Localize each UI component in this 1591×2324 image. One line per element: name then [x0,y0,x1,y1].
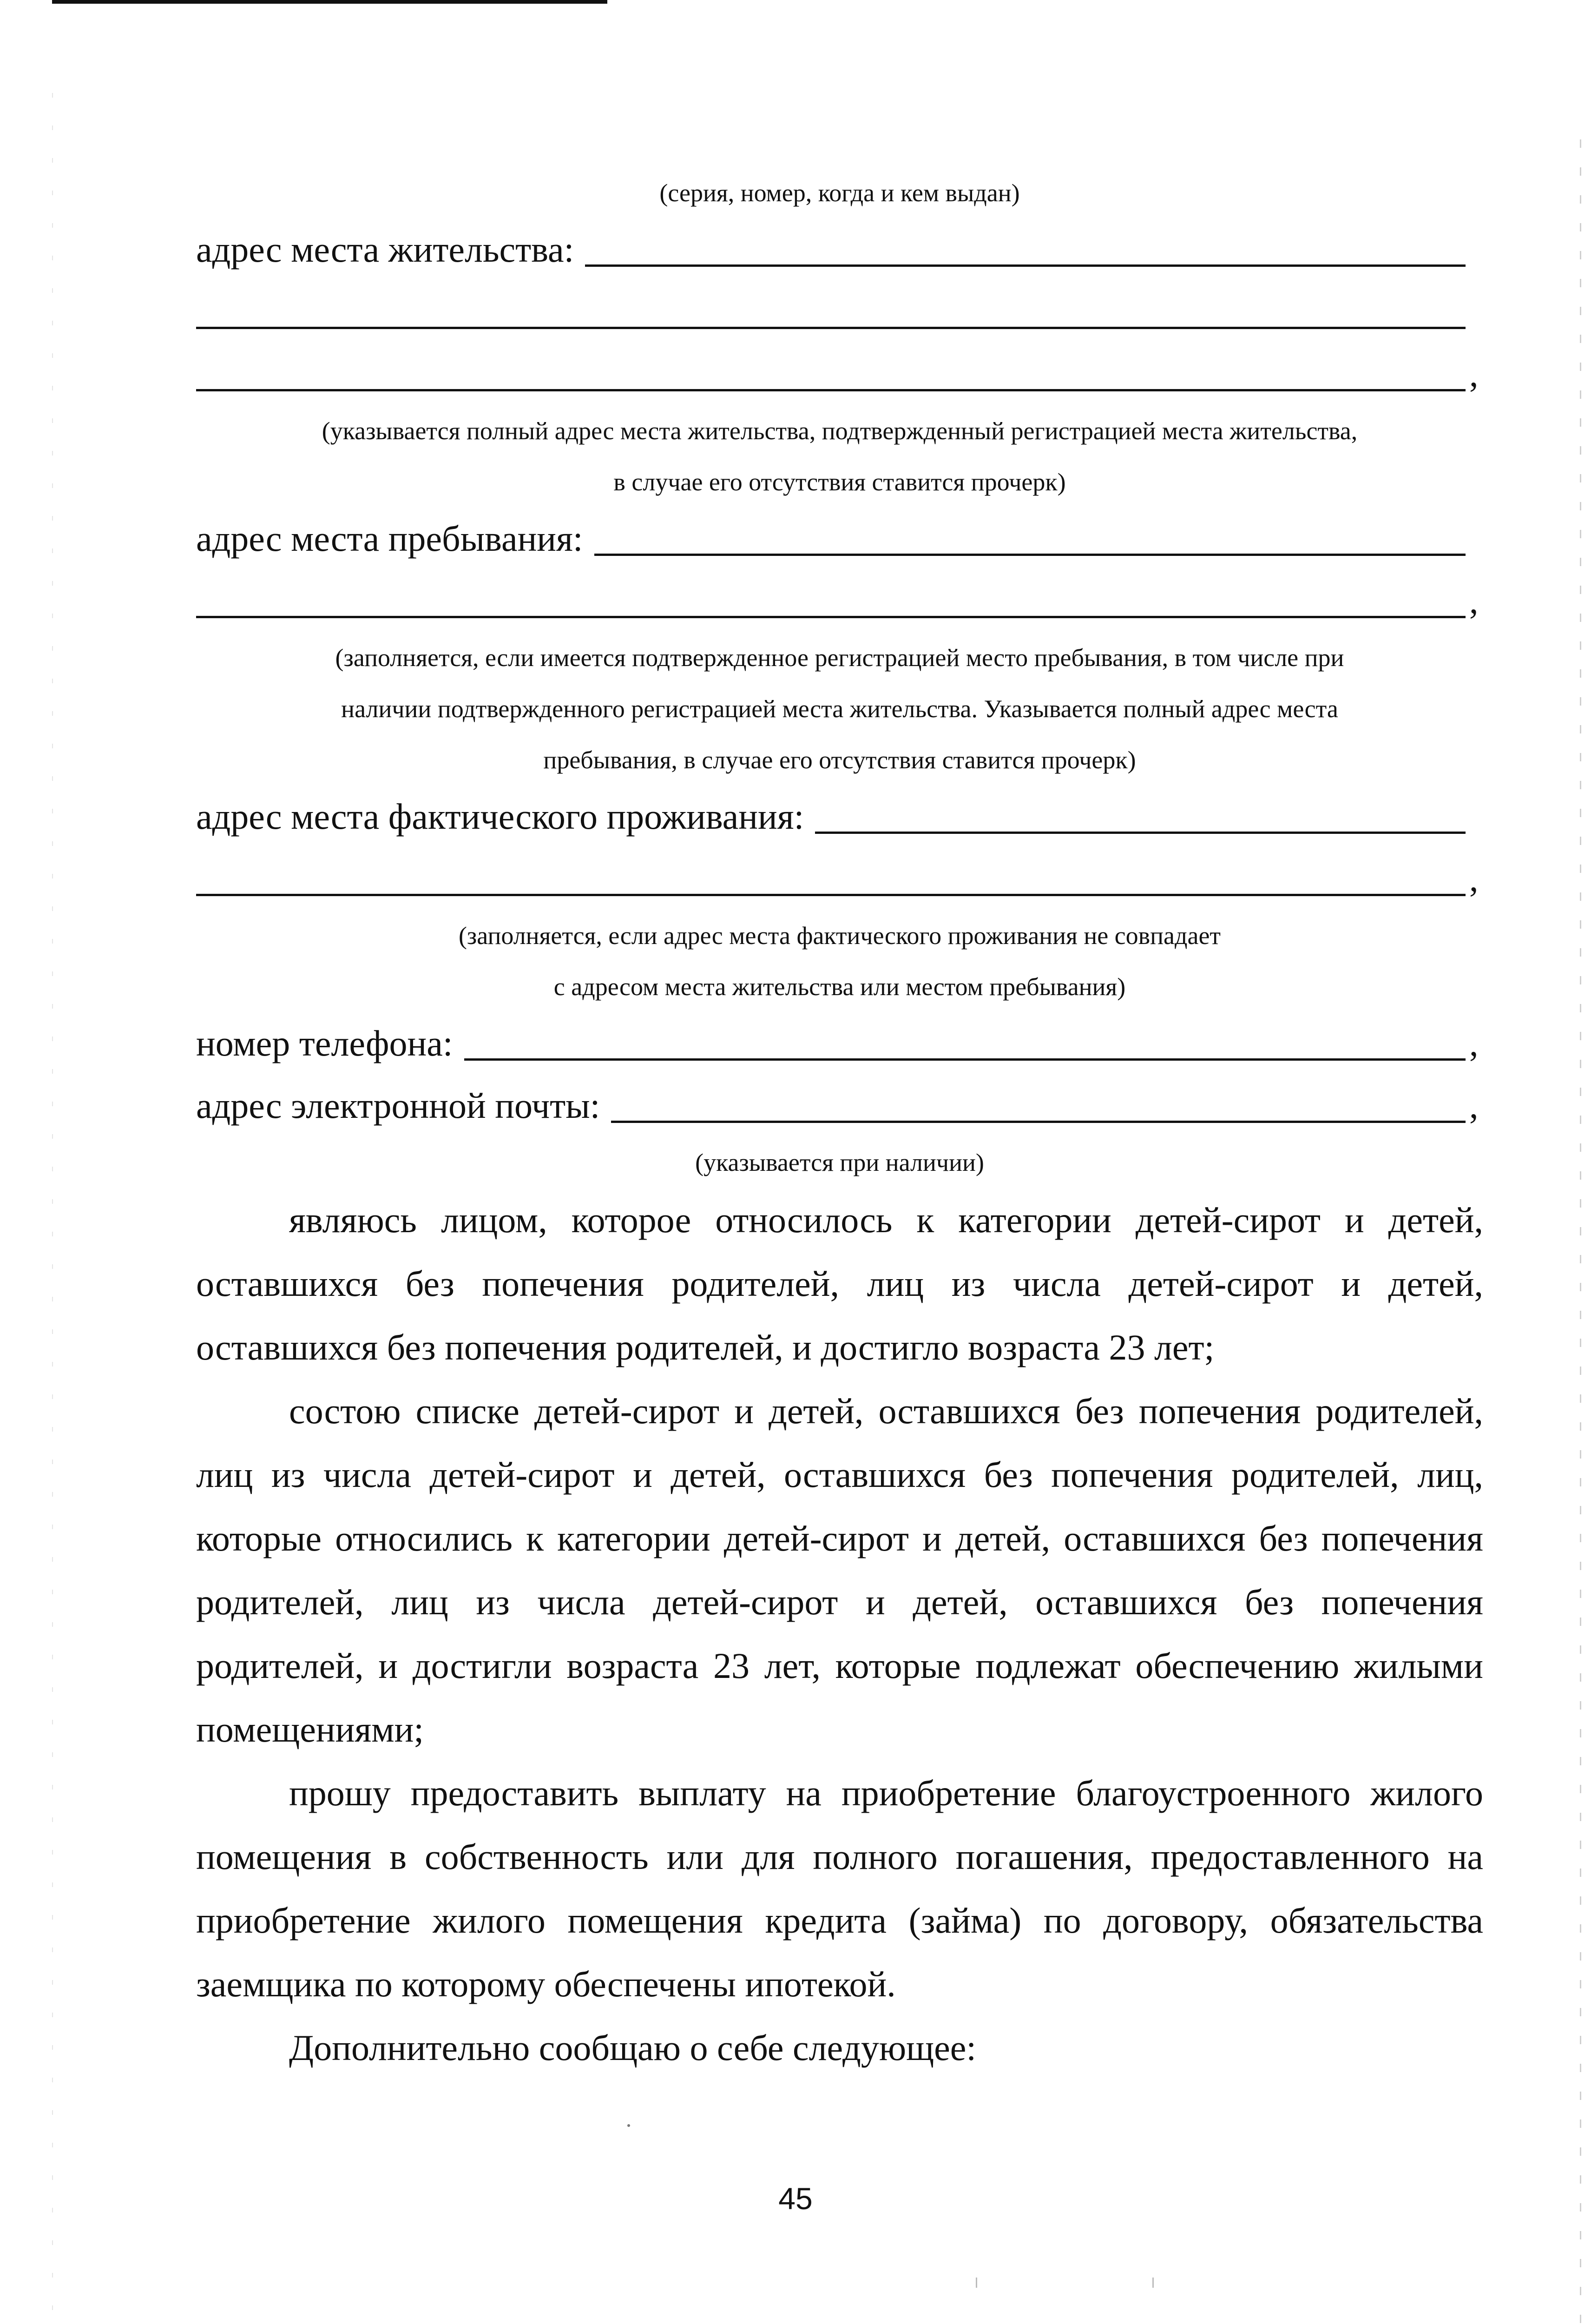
actual-address-line-2[interactable] [196,894,1466,896]
top-rule [52,0,607,4]
phone-row [196,1012,1483,1075]
paragraph-list: состою списке детей-сирот и детей, оставшихся без попечения родителей, лиц из числа детей-сирот и детей, оставшихся без попечения родителей, лиц, которые относились к категории детей-сирот и детей, оставшихся без попечения родителей, лиц из числа детей-сирот и детей, оставшихся без попечения родителей, и достигли возраста 23 лет, которые подлежат обеспечению жилыми помещениями; [196,1391,1483,1750]
scan-dot [627,2124,630,2127]
stay-note-3: пребывания, в случае его отсутствия ставится прочерк) [543,746,1136,774]
paragraph-request: прошу предоставить выплату на приобретение благоустроенного жилого помещения в собственность или для полного погашения, предоставленного на приобретение жилого помещения кредита (займа) по договору, обязательства заемщика по которому обеспечены ипотекой. [196,1773,1483,2004]
comma: , [1469,581,1479,621]
paragraph-additional: Дополнительно сообщаю о себе следующее: [289,2027,977,2068]
comma: , [1469,1023,1479,1063]
stay-address-row [196,508,1483,570]
paragraph-category: являюсь лицом, которое относилось к категории детей-сирот и детей, оставшихся без попечения родителей, лиц из числа детей-сирот и детей, оставшихся без попечения родителей, и достигло возраста 23 лет; [196,1200,1483,1367]
stay-address-row-2 [196,570,1483,632]
actual-note-1: (заполняется, если адрес места фактического проживания не совпадает [458,922,1221,950]
residence-address-line-1[interactable] [585,264,1466,267]
passport-note: (серия, номер, когда и кем выдан) [659,179,1020,207]
residence-address-row-3 [196,343,1483,405]
scan-speck [1152,2278,1154,2288]
phone-label: номер телефона: [196,1023,453,1063]
residence-note-2: в случае его отсутствия ставится прочерк) [613,468,1066,496]
stay-address-line-2[interactable] [196,616,1466,618]
residence-address-line-3[interactable] [196,389,1466,391]
actual-note-2: с адресом места жительства или местом пребывания) [553,973,1126,1001]
scan-right-edge [1580,139,1581,2324]
scan-speck [976,2278,977,2288]
comma: , [1469,858,1479,899]
email-row [196,1075,1483,1137]
phone-line[interactable] [464,1058,1466,1061]
residence-address-label: адрес места жительства: [196,229,574,270]
email-line[interactable] [611,1121,1466,1123]
stay-address-line-1[interactable] [594,554,1466,556]
scan-left-edge [52,93,53,2324]
comma: , [1469,1085,1479,1126]
stay-note-2: наличии подтвержденного регистрацией места жительства. Указывается полный адрес места [341,695,1338,723]
stay-address-label: адрес места пребывания: [196,518,583,559]
residence-note-1: (указывается полный адрес места жительства, подтвержденный регистрацией места жительства, [322,417,1358,445]
stay-note-1: (заполняется, если имеется подтвержденное регистрацией место пребывания, в том числе при [335,644,1344,672]
residence-address-row [196,218,1483,281]
residence-address-line-2[interactable] [196,327,1466,329]
actual-address-row [196,786,1483,848]
form-content [196,167,1483,2080]
email-label: адрес электронной почты: [196,1085,600,1126]
page-number: 45 [778,2181,813,2216]
actual-address-row-2 [196,848,1483,910]
optional-note: (указывается при наличии) [695,1149,984,1176]
actual-address-line-1[interactable] [815,832,1466,834]
comma: , [1469,354,1479,394]
residence-address-row-2 [196,281,1483,343]
actual-address-label: адрес места фактического проживания: [196,796,804,837]
